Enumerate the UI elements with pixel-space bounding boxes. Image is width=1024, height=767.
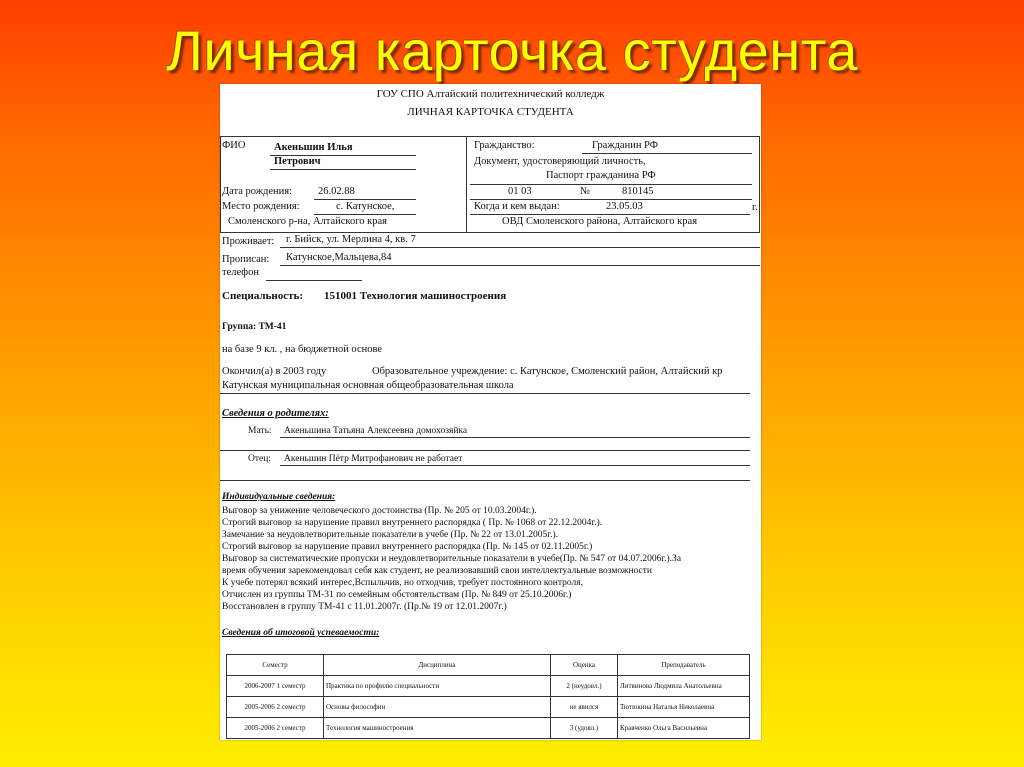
table-cell: 2005-2006 2 семестр bbox=[227, 697, 324, 718]
issued-by: ОВД Смоленского района, Алтайского края bbox=[502, 216, 698, 227]
table-cell: Литвинова Людмила Анатольевна bbox=[618, 676, 750, 697]
father-value: Акеньшин Пётр Митрофанович не работает bbox=[284, 454, 463, 464]
fio-value-1: Акеньшин Илья bbox=[274, 142, 353, 153]
individual-line: Строгий выговор за нарушение правил внутреннего распорядка (Пр. № 145 от 02.11.2005г.) bbox=[222, 542, 593, 552]
table-header-row bbox=[227, 655, 750, 676]
id-doc-label: Документ, удостоверяющий личность, bbox=[474, 156, 646, 167]
passport-number: 810145 bbox=[622, 186, 654, 197]
individual-line: Строгий выговор за нарушение правил внутреннего распорядка ( Пр. № 1068 от 22.12.2004г.). bbox=[222, 518, 603, 528]
individual-header: Индивидуальные сведения: bbox=[222, 492, 336, 502]
father-label: Отец: bbox=[248, 454, 271, 464]
birthplace-label: Место рождения: bbox=[222, 201, 300, 212]
issued-date: 23.05.03 bbox=[606, 201, 643, 212]
table-header-cell: Преподаватель bbox=[618, 655, 750, 676]
slide-title: Личная карточка студента bbox=[166, 19, 858, 82]
citizenship-value: Гражданин РФ bbox=[592, 140, 659, 151]
individual-line: время обучения зарекомендовал себя как студент, не реализовавший свои интеллектуальные возможности bbox=[222, 566, 652, 576]
birth-value: 26.02.88 bbox=[318, 186, 355, 197]
specialty-label: Специальность: bbox=[222, 290, 304, 302]
passport-series: 01 03 bbox=[508, 186, 532, 197]
college-name: ГОУ СПО Алтайский политехнический колледж bbox=[376, 88, 605, 100]
number-sign: № bbox=[580, 186, 591, 197]
citizenship-label: Гражданство: bbox=[474, 140, 535, 151]
table-cell: 3 (удовл.) bbox=[551, 718, 618, 739]
registered-value: Катунское,Мальцева,84 bbox=[286, 252, 392, 263]
phone-label: телефон bbox=[222, 267, 259, 278]
table-cell: Технология машиностроения bbox=[324, 718, 551, 739]
table-cell: Практика по профилю специальности bbox=[324, 676, 551, 697]
table-cell: 2006-2007 1 семестр bbox=[227, 676, 324, 697]
individual-line: Отчислен из группы ТМ-31 по семейным обстоятельствам (Пр. № 849 от 25.10.2006г.) bbox=[222, 590, 572, 600]
individual-line: К учебе потерял всякий интерес,Вспыльчив, но отходчив, требует постоянного контроля, bbox=[222, 578, 583, 588]
table-cell: не явился bbox=[551, 697, 618, 718]
table-header-cell: Оценка bbox=[551, 655, 618, 676]
individual-line: Восстановлен в группу ТМ-41 с 11.01.2007г. (Пр.№ 19 от 12.01.2007г.) bbox=[222, 602, 507, 612]
grades-table bbox=[226, 654, 750, 739]
table-row bbox=[227, 676, 750, 697]
individual-line: Выговор за унижение человеческого достоинства (Пр. № 205 от 10.03.2004г.). bbox=[222, 506, 537, 516]
individual-line: Замечание за неудовлетворительные показатели в учебе (Пр. № 22 от 13.01.2005г.). bbox=[222, 530, 559, 540]
table-cell: 2 (неудовл.) bbox=[551, 676, 618, 697]
graduated-year: Окончил(а) в 2003 году bbox=[222, 366, 327, 377]
group: Группа: ТМ-41 bbox=[222, 322, 287, 332]
table-row bbox=[227, 718, 750, 739]
birthplace-value-1: с. Катунское, bbox=[336, 201, 395, 212]
individual-line: Выговор за систематические пропуски и неудовлетворительные показатели в учебе(Пр. № 547 от 04.07.2006г.).За bbox=[222, 554, 682, 564]
registered-label: Прописан: bbox=[222, 254, 270, 265]
fio-label: ФИО bbox=[222, 140, 246, 151]
table-cell: Тютюкина Наталья Николаевна bbox=[618, 697, 750, 718]
issued-suffix: г. bbox=[752, 202, 758, 213]
mother-value: Акеньшина Татьяна Алексеевна домохозяйка bbox=[284, 426, 468, 436]
table-cell: Кравченко Ольга Васильевна bbox=[618, 718, 750, 739]
birth-label: Дата рождения: bbox=[222, 186, 293, 197]
table-row bbox=[227, 697, 750, 718]
birthplace-value-2: Смоленского р-на, Алтайского края bbox=[228, 216, 388, 227]
specialty-value: 151001 Технология машиностроения bbox=[324, 290, 507, 302]
id-doc-value: Паспорт гражданина РФ bbox=[546, 170, 656, 181]
card-title: ЛИЧНАЯ КАРТОЧКА СТУДЕНТА bbox=[407, 106, 574, 118]
table-cell: 2005-2006 2 семестр bbox=[227, 718, 324, 739]
education-basis: на базе 9 кл. , на бюджетной основе bbox=[222, 344, 383, 355]
resides-label: Проживает: bbox=[222, 236, 275, 247]
progress-header: Сведения об итоговой успеваемости: bbox=[222, 628, 380, 638]
issued-label: Когда и кем выдан: bbox=[474, 201, 560, 212]
parents-header: Сведения о родителях: bbox=[222, 408, 329, 419]
resides-value: г. Бийск, ул. Мерлина 4, кв. 7 bbox=[286, 234, 416, 245]
school-name: Катунская муниципальная основная общеобразовательная школа bbox=[222, 380, 514, 391]
table-cell: Основы философии bbox=[324, 697, 551, 718]
table-header-cell: Дисциплина bbox=[324, 655, 551, 676]
mother-label: Мать: bbox=[248, 426, 272, 436]
table-header-cell: Семестр bbox=[227, 655, 324, 676]
student-card-document bbox=[220, 84, 761, 740]
fio-value-2: Петрович bbox=[274, 156, 321, 167]
school-location: Образовательное учреждение: с. Катунское, Смоленский район, Алтайский кр bbox=[372, 366, 723, 377]
